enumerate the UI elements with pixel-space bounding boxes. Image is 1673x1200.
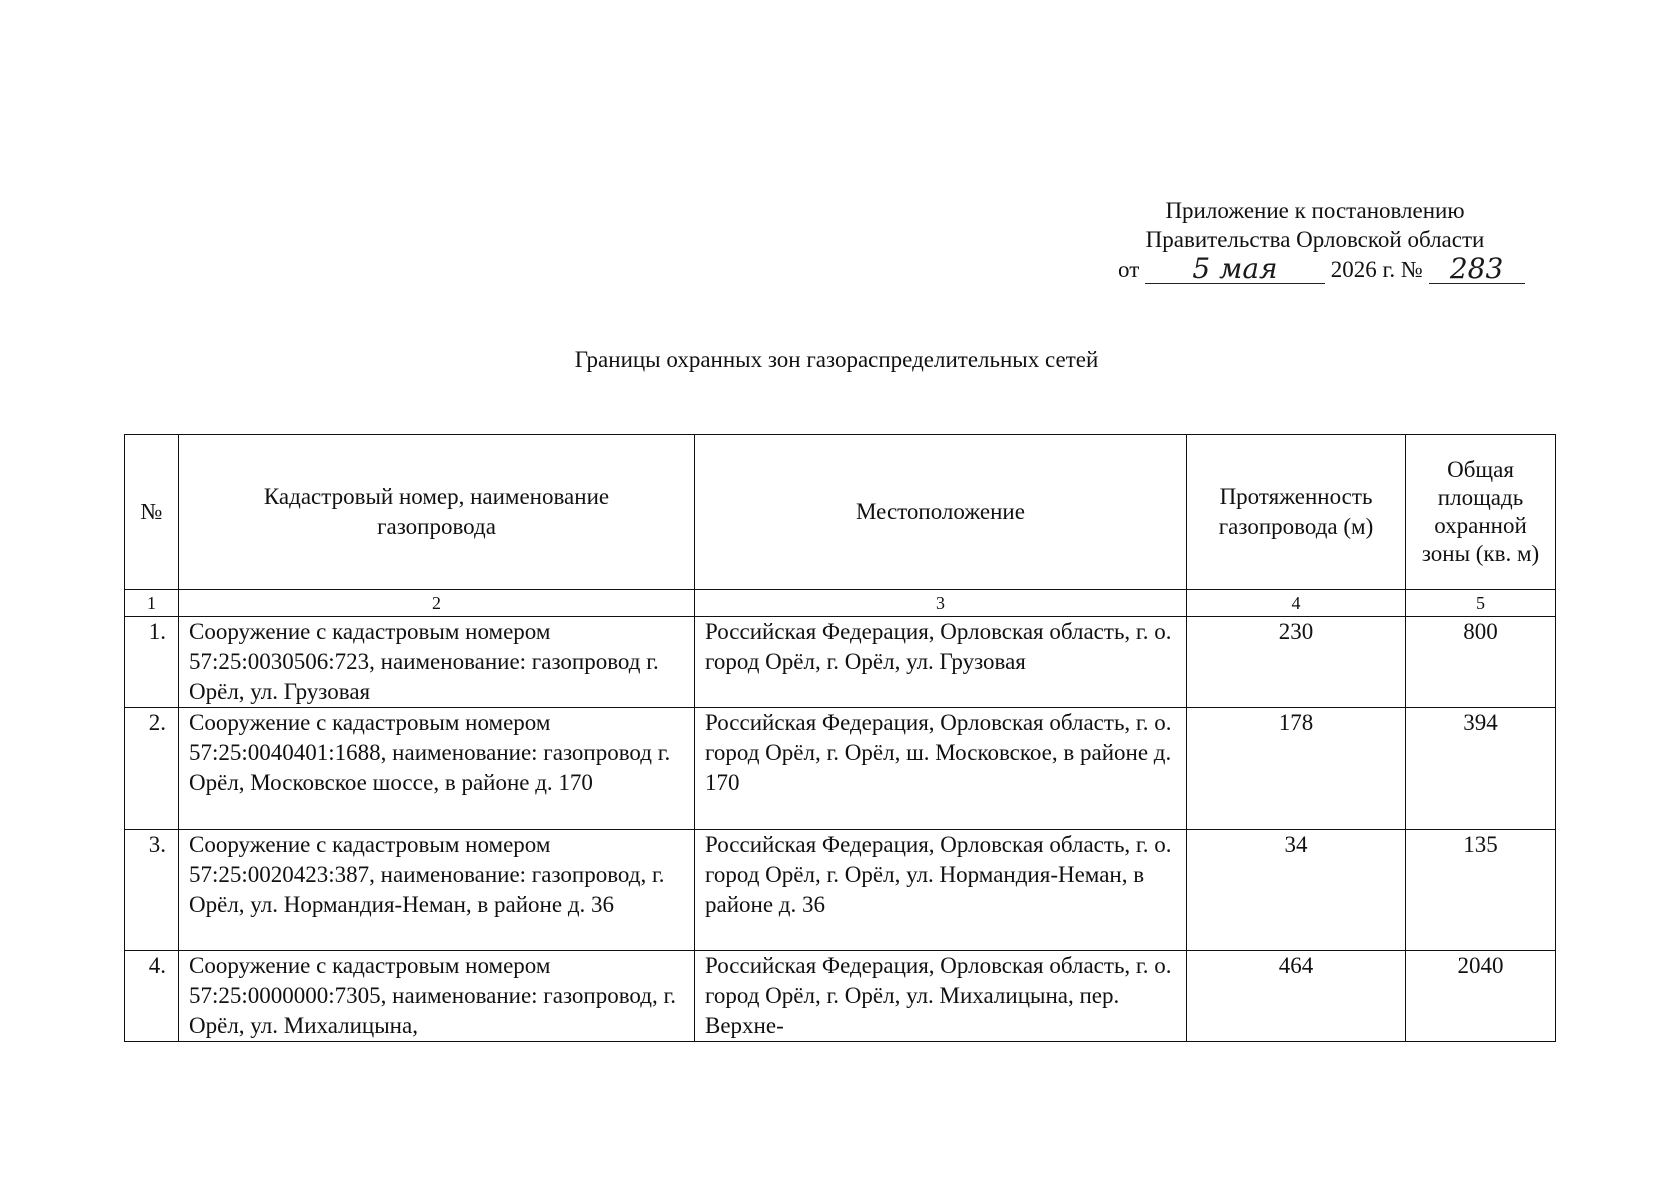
row-area: 2040 [1406,950,1556,1041]
header-name: Кадастровый номер, наименование газопровода [179,435,695,590]
row-location: Российская Федерация, Орловская область, г. о. город Орёл, г. Орёл, ш. Московское, в районе д. 170 [695,708,1187,829]
row-location-text: Российская Федерация, Орловская область, г. о. город Орёл, г. Орёл, ул. Михалицына, пер. Верхне- [705,952,1172,1038]
row-area: 800 [1406,617,1556,708]
row-location [695,950,1187,1041]
from-label: от [1118,257,1140,282]
row-name: Сооружение с кадастровым номером 57:25:0040401:1688, наименование: газопровод г. Орёл, Московское шоссе, в районе д. 170 [179,708,695,829]
header-num: № [125,435,179,590]
row-name: Сооружение с кадастровым номером 57:25:0020423:387, наименование: газопровод, г. Орёл, ул. Нормандия-Неман, в районе д. 36 [179,829,695,950]
row-name [179,950,695,1041]
year-label: 2026 г. № [1330,257,1423,282]
row-num: 4. [125,950,179,1041]
appendix-line-1: Приложение к постановлению [1165,198,1465,223]
table-row [125,617,1556,708]
row-location: Российская Федерация, Орловская область, г. о. город Орёл, г. Орёл, ул. Нормандия-Неман, в районе д. 36 [695,829,1187,950]
column-number: 4 [1187,590,1406,617]
row-length: 230 [1187,617,1406,708]
row-name: Сооружение с кадастровым номером 57:25:0030506:723, наименование: газопровод г. Орёл, ул. Грузовая [179,617,695,708]
handwritten-number: 283 [1429,254,1525,284]
row-area: 135 [1406,829,1556,950]
row-num: 3. [125,829,179,950]
header-location: Местоположение [695,435,1187,590]
row-length: 34 [1187,829,1406,950]
row-num: 1. [125,617,179,708]
row-name-text: Сооружение с кадастровым номером 57:25:0000000:7305, наименование: газопровод, г. Орёл, ул. Михалицына, [189,952,677,1038]
table-row [125,950,1556,1041]
appendix-line-2: Правительства Орловской области [1145,227,1485,252]
column-number: 3 [695,590,1187,617]
appendix-header [1080,196,1550,284]
column-number: 2 [179,590,695,617]
table-row [125,829,1556,950]
document-title: Границы охранных зон газораспределительных сетей [574,347,1099,372]
header-length: Протяженность газопровода (м) [1187,435,1406,590]
row-length: 464 [1187,950,1406,1041]
header-area: Общая площадь охранной зоны (кв. м) [1406,435,1556,590]
column-number: 1 [125,590,179,617]
handwritten-date: 5 мая [1145,254,1325,284]
column-number-row [125,590,1556,617]
protection-zones-table [124,434,1556,1042]
table-row [125,708,1556,829]
row-length: 178 [1187,708,1406,829]
row-num: 2. [125,708,179,829]
row-area: 394 [1406,708,1556,829]
decree-date-number [1118,254,1550,284]
row-location: Российская Федерация, Орловская область, г. о. город Орёл, г. Орёл, ул. Грузовая [695,617,1187,708]
column-number: 5 [1406,590,1556,617]
table-header-row [125,435,1556,590]
